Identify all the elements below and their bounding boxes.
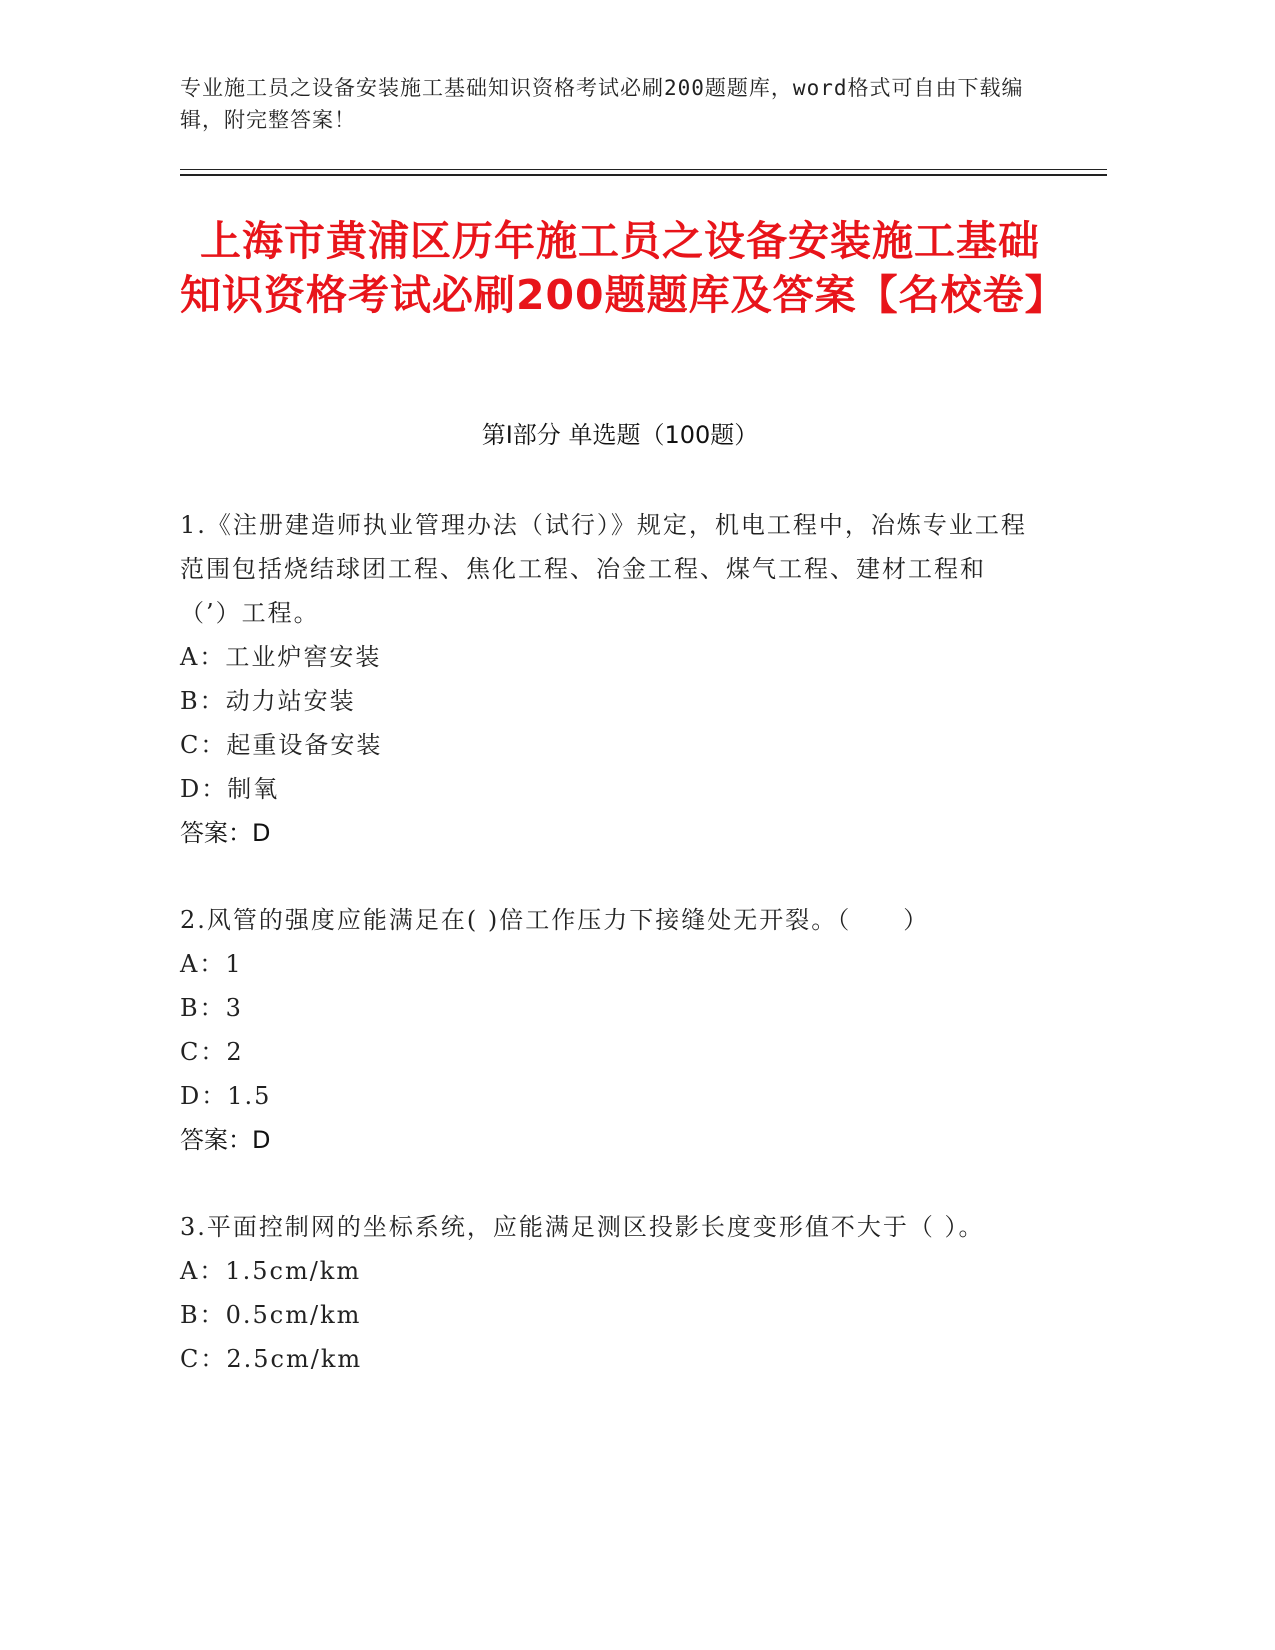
option-b: B：动力站安装 [180,687,356,715]
answer: 答案：D [180,819,271,847]
header-divider-thin [180,169,1107,170]
option-c: C：起重设备安装 [180,731,383,759]
option-b: B：0.5cm/km [180,1301,362,1329]
question-stem: 2.风管的强度应能满足在( )倍工作压力下接缝处无开裂。（ ） [180,906,930,934]
option-a: A：1.5cm/km [180,1257,362,1285]
question-stem: 3.平面控制网的坐标系统，应能满足测区投影长度变形值不大于（ ）。 [180,1213,985,1241]
option-d: D：制氧 [180,775,280,803]
question-list [180,503,1030,1424]
question-stem: 1.《注册建造师执业管理办法（试行）》规定，机电工程中，冶炼专业工程范围包括烧结球团工程、焦化工程、冶金工程、煤气工程、建材工程和（’）工程。 [180,511,1027,627]
option-d: D：1.5 [180,1082,272,1110]
option-b: B：3 [180,994,243,1022]
option-a: A：1 [180,950,243,978]
answer: 答案：D [180,1126,271,1154]
question-item [180,898,1030,1162]
option-c: C：2.5cm/km [180,1345,363,1373]
question-item [180,1205,1030,1381]
option-a: A：工业炉窖安装 [180,643,382,671]
document-title: 上海市黄浦区历年施工员之设备安装施工基础知识资格考试必刷200题题库及答案【名校卷】 [180,217,1067,319]
option-c: C：2 [180,1038,244,1066]
header-divider-thick [180,174,1107,176]
section-heading: 第Ⅰ部分 单选题（100题） [481,421,759,449]
question-item [180,503,1030,855]
header-note: 专业施工员之设备安装施工基础知识资格考试必刷200题题库，word格式可自由下载编辑，附完整答案！ [180,76,1024,132]
